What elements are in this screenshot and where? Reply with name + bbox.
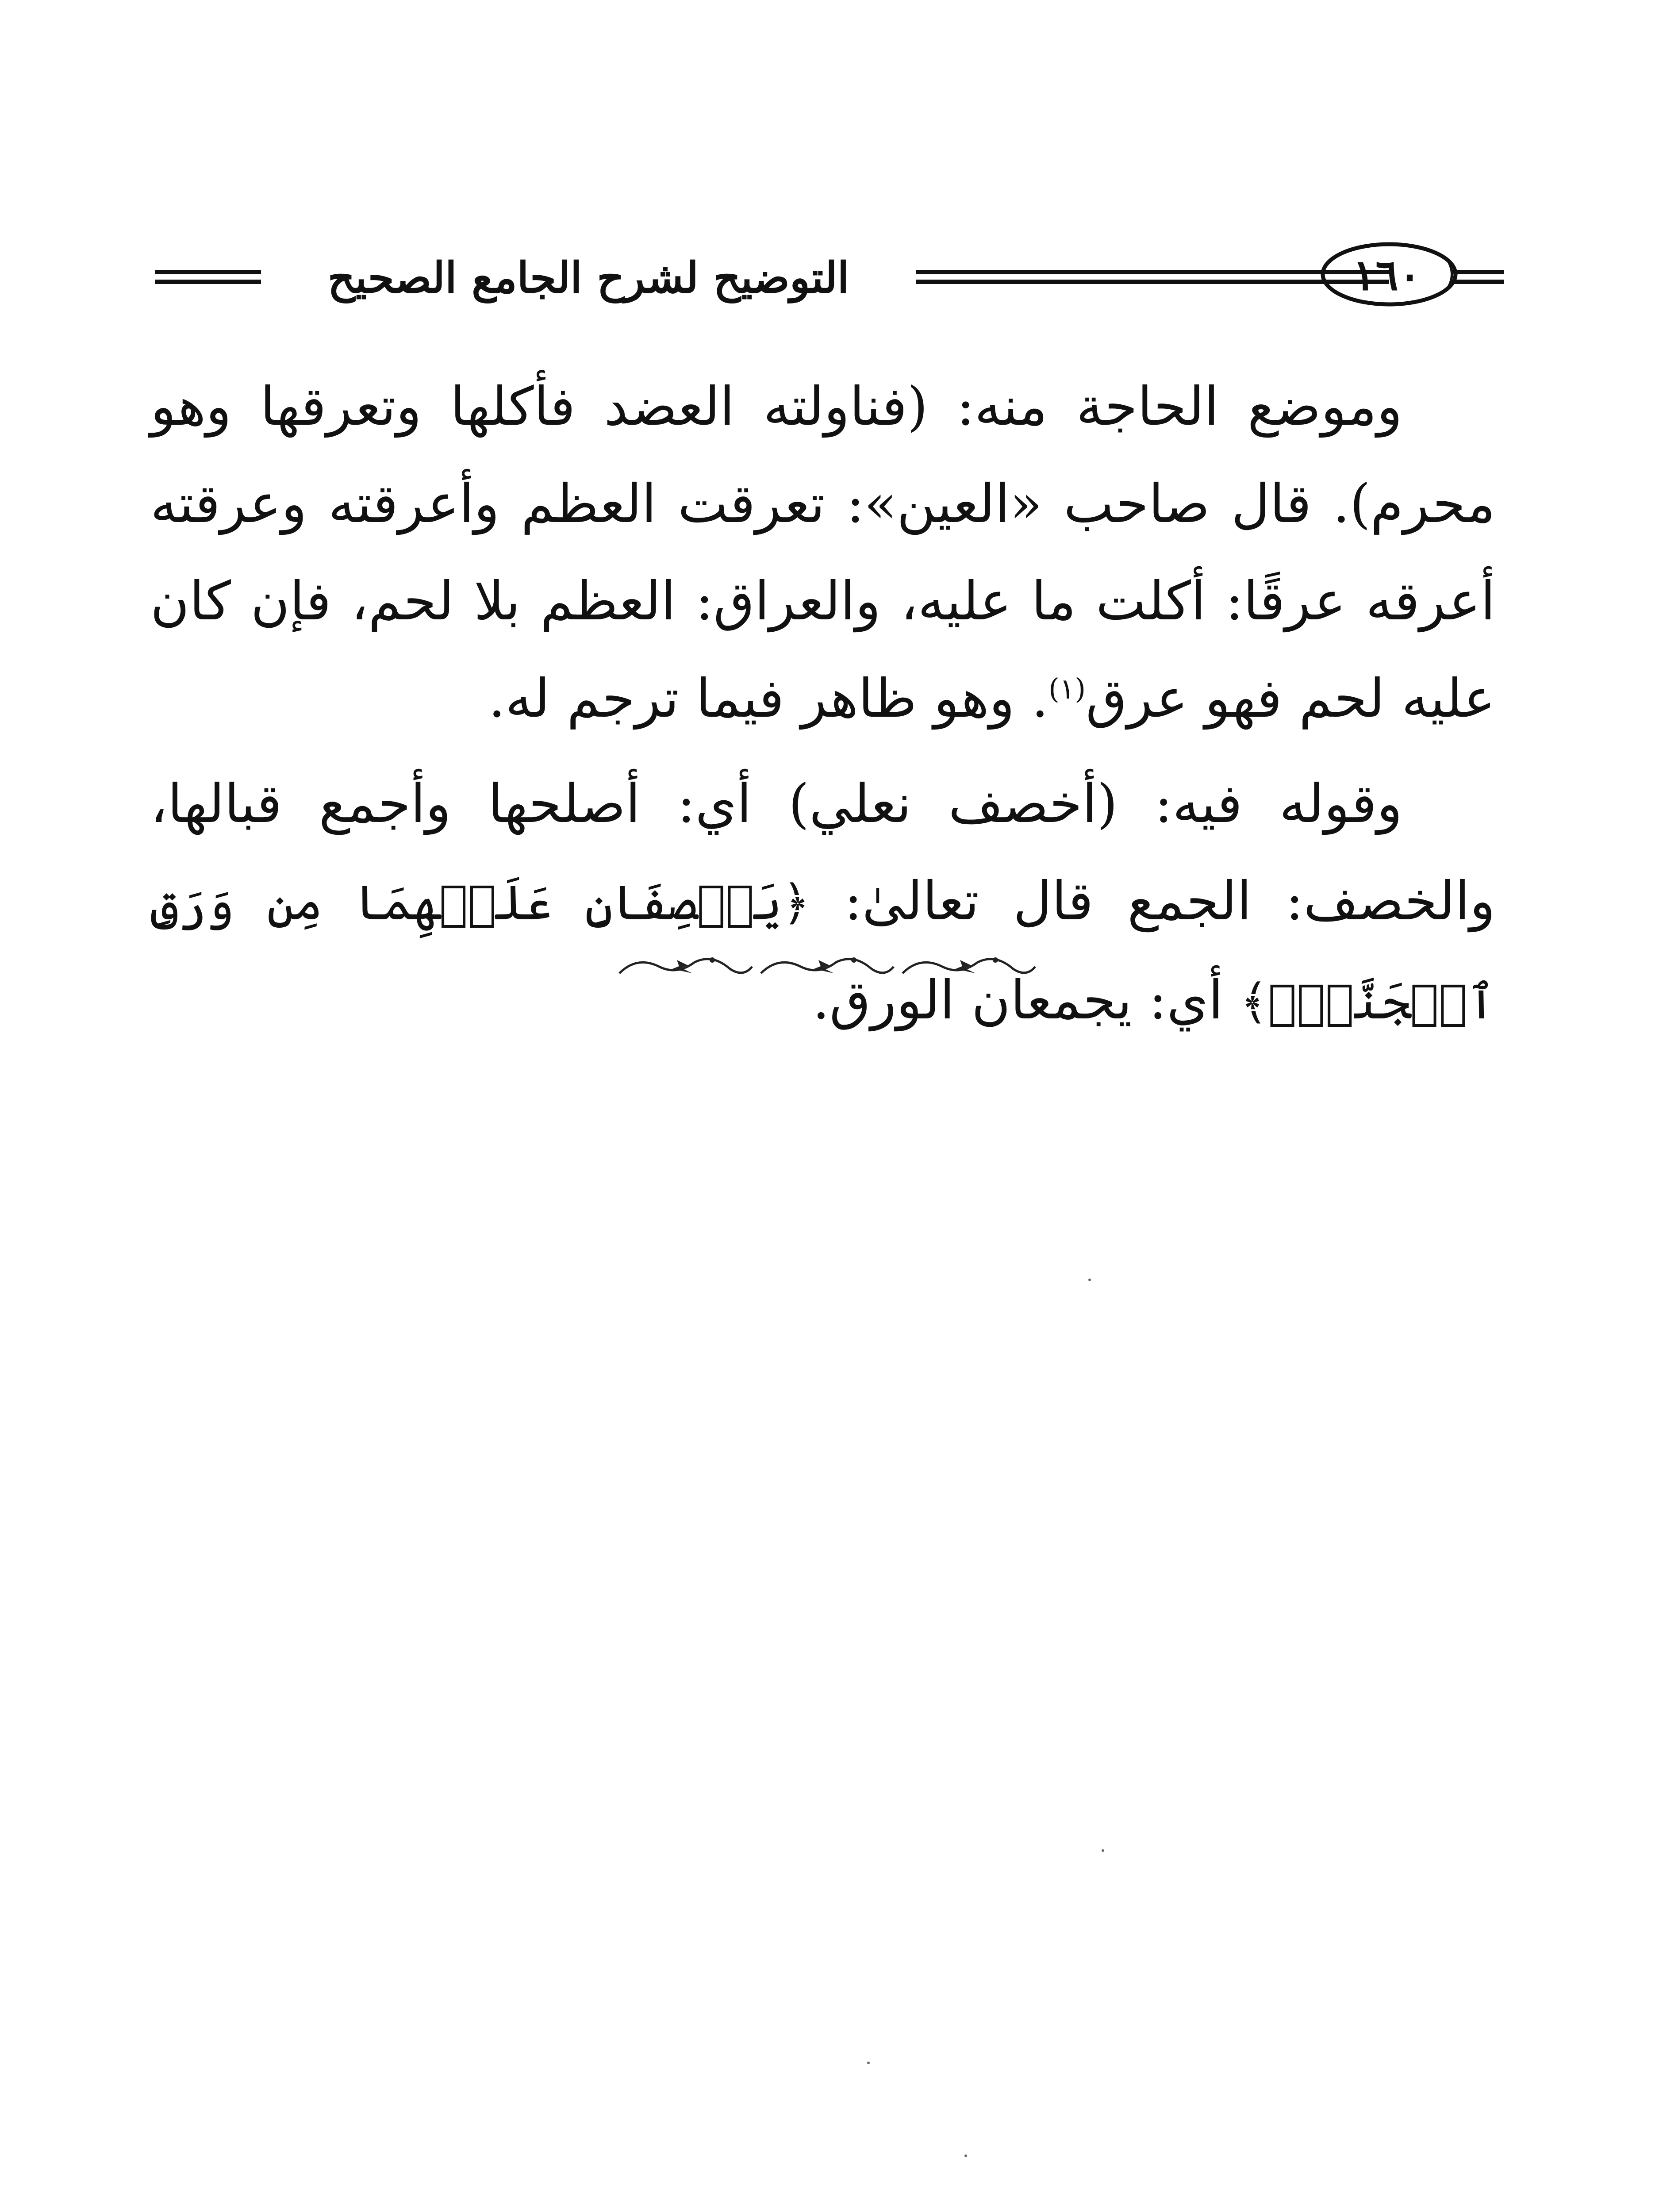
paragraph-1-text: وموضع الحاجة منه: (فناولته العضد فأكلها وتعرقها وهو محرم). قال صاحب «العين»: تعرقت العظم وأعرقته وعرقته أعرقه عرقًا: أكلت ما عليه، والعراق: العظم بلا لحم، فإن كان عليه لحم فهو عرق (150, 376, 1495, 730)
page-number: ١٦٠ (1352, 250, 1421, 300)
paragraph-2-text-after: أي: يجمعان الورق. (812, 970, 1240, 1031)
quran-verse: ﴿يَخۡصِفَانِ عَلَيۡهِمَا مِن وَرَقِ ٱلۡجَنَّةِۖ﴾ (150, 876, 1495, 1030)
paragraph-2-text-before: وقوله فيه: (أخصف نعلي) أي: أصلحها وأجمع قبالها، والخصف: الجمع قال تعالىٰ: (150, 773, 1496, 932)
paragraph-2 (150, 756, 1495, 1051)
section-end-ornament-icon (611, 947, 1044, 987)
scan-speck (1088, 1279, 1091, 1281)
scan-speck (964, 2154, 967, 2157)
footnote-marker: (١) (1048, 673, 1086, 706)
book-title: التوضيح لشرح الجامع الصحيح (327, 253, 849, 303)
scan-speck (1102, 1849, 1104, 1852)
header-rule-right (1451, 270, 1504, 284)
paragraph-1 (150, 358, 1495, 748)
scan-speck (867, 2062, 870, 2064)
header-rule-left (155, 270, 261, 284)
paragraph-1-continuation: . وهو ظاهر فيما ترجم له. (488, 668, 1048, 730)
page-header (146, 234, 1491, 323)
